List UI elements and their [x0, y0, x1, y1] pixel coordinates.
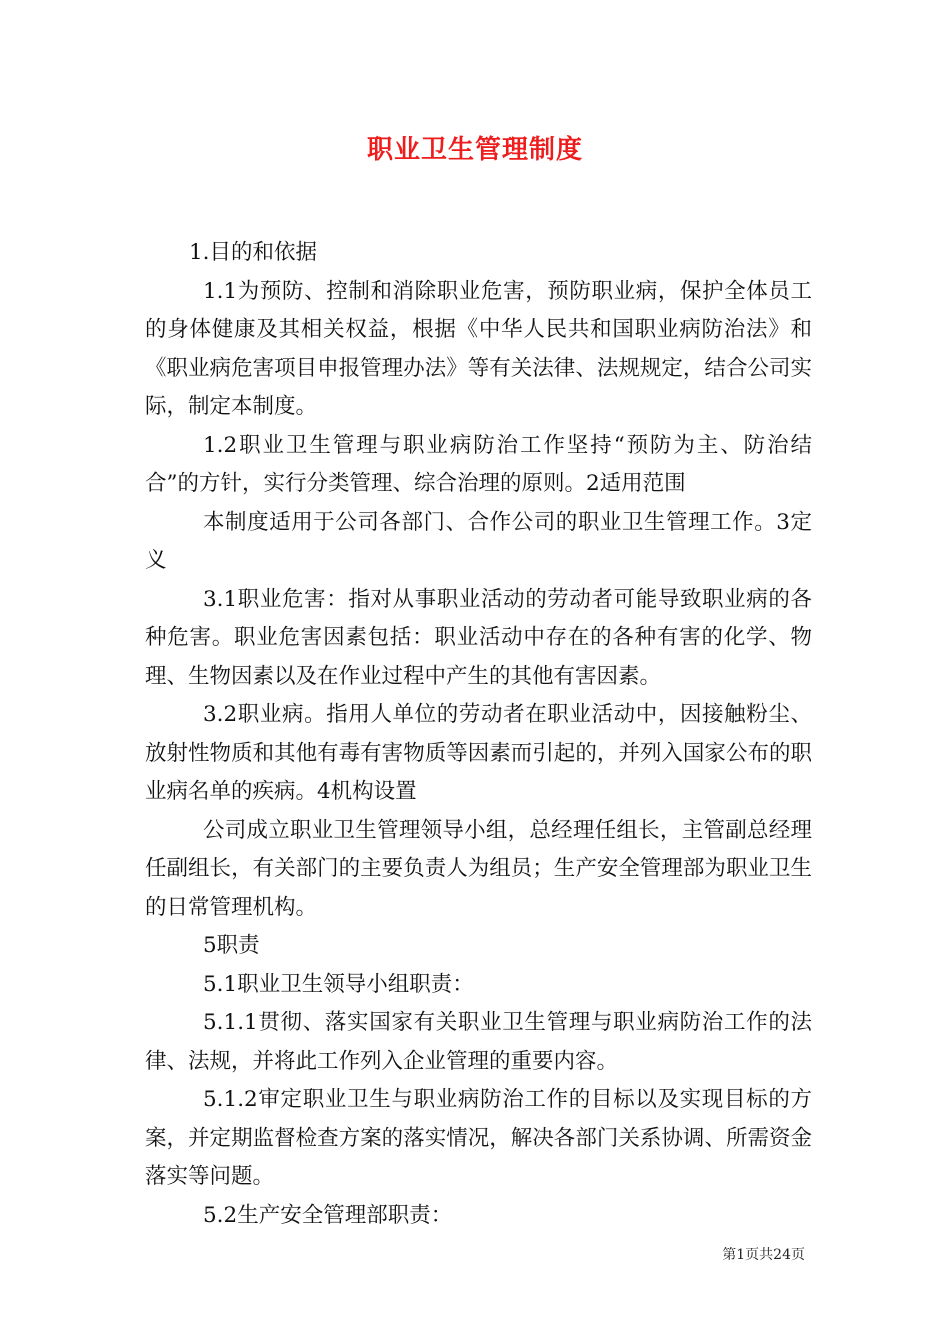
paragraph: 1.1为预防、控制和消除职业危害，预防职业病，保护全体员工的身体健康及其相关权益，根据《中华人民共和国职业病防治法》和《职业病危害项目申报管理办法》等有关法律、法规规定，结合公司实际，制定本制度。	[145, 278, 812, 419]
paragraph: 5.1.2审定职业卫生与职业病防治工作的目标以及实现目标的方案，并定期监督检查方案的落实情况，解决各部门关系协调、所需资金落实等问题。	[145, 1087, 812, 1189]
paragraph: 本制度适用于公司各部门、合作公司的职业卫生管理工作。3定义	[145, 509, 812, 573]
paragraph: 3.1职业危害：指对从事职业活动的劳动者可能导致职业病的各种危害。职业危害因素包括：职业活动中存在的各种有害的化学、物理、生物因素以及在作业过程中产生的其他有害因素。	[145, 586, 812, 689]
paragraph: 5.1职业卫生领导小组职责：	[203, 971, 474, 997]
section-heading-purpose: 1.目的和依据	[189, 240, 318, 265]
paragraph: 3.2职业病。指用人单位的劳动者在职业活动中，因接触粉尘、放射性物质和其他有毒有害物质等因素而引起的，并列入国家公布的职业病名单的疾病。4机构设置	[145, 702, 812, 804]
paragraph: 1.2职业卫生管理与职业病防治工作坚持“预防为主、防治结合”的方针，实行分类管理、综合治理的原则。2适用范围	[145, 432, 812, 496]
paragraph: 5.2生产安全管理部职责：	[203, 1202, 453, 1228]
paragraph: 公司成立职业卫生管理领导小组，总经理任组长，主管副总经理任副组长，有关部门的主要负责人为组员；生产安全管理部为职业卫生的日常管理机构。	[145, 817, 812, 920]
section-heading-duties: 5职责	[203, 933, 260, 958]
document-body	[145, 234, 812, 1235]
paragraph: 5.1.1贯彻、落实国家有关职业卫生管理与职业病防治工作的法律、法规，并将此工作列入企业管理的重要内容。	[145, 1010, 812, 1074]
page-number: 第1页共24页	[722, 1247, 805, 1263]
document-title: 职业卫生管理制度	[366, 135, 583, 165]
